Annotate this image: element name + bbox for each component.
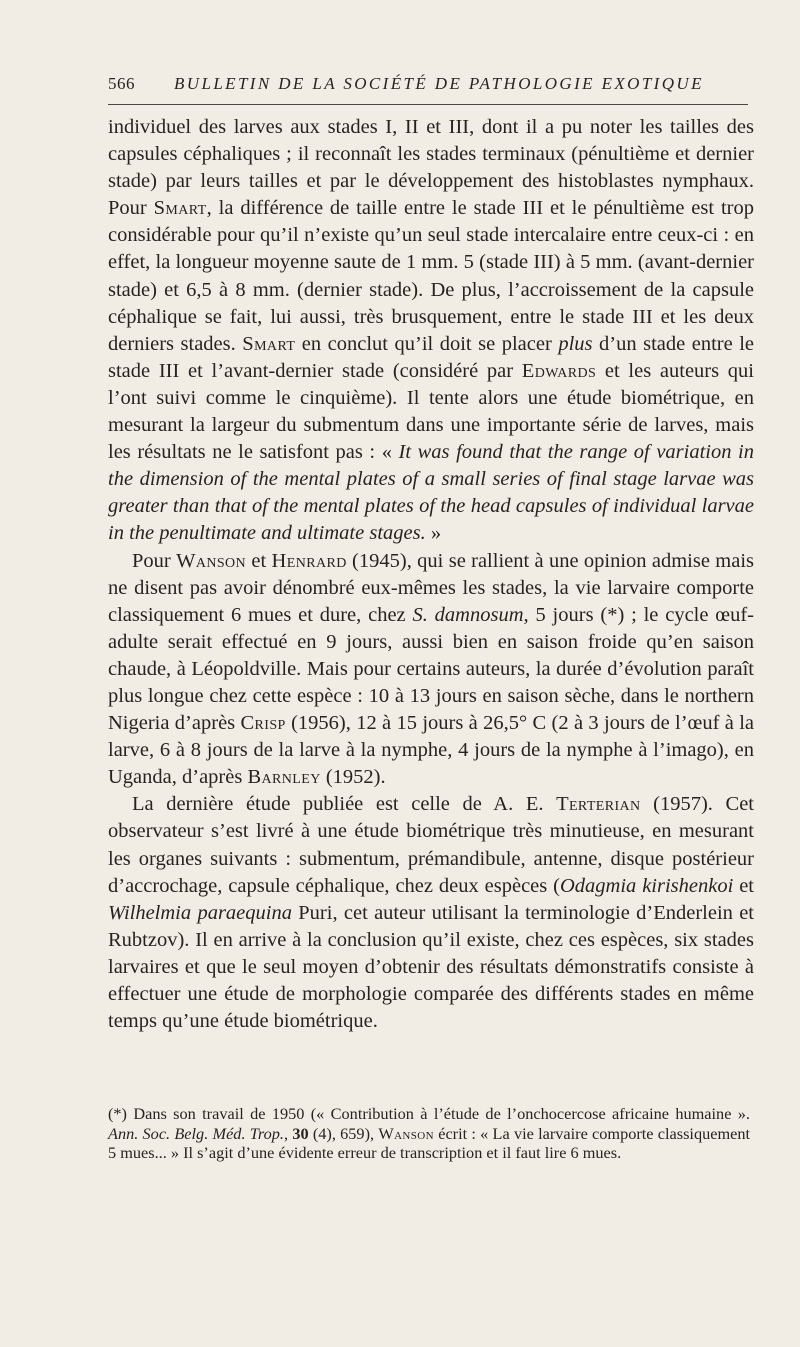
species-damnosum: S. damnosum, [412,603,529,626]
author-edwards: Edwards [521,359,597,382]
running-head [108,74,748,98]
p1-text-6: » [425,522,442,545]
p2-text-4: 5 jours (*) ; le cycle œuf-adulte serait effectué en 9 jours, aussi bien en saison froide qu’en saison chaude, à Léopoldville. Mais pour certains auteurs, la durée d’évolution paraît plus longue chez cette espèce : 10 à 13 jours en saison sèche, dans le northern Nigeria d’après [108,603,754,735]
p2-text-5: (1956), 12 à 15 jours à 26,5° C (2 à 3 jours de l’œuf à la larve, 6 à 8 jours de la larve à la nymphe, 4 jours de la nymphe à l’imago), en Uganda, d’après [108,712,754,789]
p3-text-2: (1957). Cet observateur s’est livré à une étude biométrique très minutieuse, en mesurant les organes suivants : submentum, prémandibule, antenne, disque postérieur d’accrochage, capsule céphalique, chez deux espèces ( [108,793,754,897]
p1-text-3: en conclut qu’il doit se placer [295,332,559,355]
footnote-text-3: (4), 659), [308,1123,379,1143]
p2-text-6: (1952). [320,766,386,789]
p1-text-2: , la différence de taille entre le stade III et le pénultième est trop considérable pour qu’il n’existe qu’un seul stade intercalaire entre ceux-ci : en effet, la longueur moyenne saute de 1 mm. 5 (stade III) à 5 mm. (avant-dernier stade) et 6,5 à 8 mm. (dernier stade). De plus, l’accroissement de la capsule céphalique se fait, lui aussi, très brusquement, entre le stade III et les deux derniers stades. [108,197,754,355]
author-crisp: Crisp [240,712,286,735]
author-wanson: Wanson [378,1123,434,1143]
p1-text-5: et les auteurs qui l’ont suivi comme le cinquième). Il tente alors une étude biométrique, en mesurant la largeur du submentum dans une importante série de larves, mais les résultats ne le satisfont pas : « [108,359,755,464]
p2-text-3: (1945), qui se rallient à une opinion admise mais ne disent pas avoir dénombré eux-mêmes les stades, la vie larvaire comporte classiquement 6 mues et dure, chez [108,549,755,626]
paragraph-2 [108,548,754,792]
footnote-text-1: (*) Dans son travail de 1950 (« Contribution à l’étude de l’onchocercose africaine humaine ». [108,1104,750,1123]
footnote-text-2: , [284,1123,293,1143]
journal-title: BULLETIN DE LA SOCIÉTÉ DE PATHOLOGIE EXOTIQUE [174,74,704,93]
author-wanson: Wanson [176,549,247,572]
author-smart: Smart [153,197,207,220]
author-barnley: Barnley [247,766,321,789]
p2-text-1: Pour [132,549,177,572]
author-terterian: Terterian [556,793,641,816]
emphasis-plus: plus [558,332,593,355]
english-quotation: It was found that the range of variation in the dimension of the mental plates of a small series of final stage larvae was greater than that of the mental plates of the head capsules of individual larvae in the penultimate and ultimate stages. [108,441,754,545]
paragraph-3 [108,791,754,1035]
p3-text-3: et [733,874,754,897]
footnote-journal: Ann. Soc. Belg. Méd. Trop. [108,1123,284,1143]
species-odagmia: Odagmia kirishenkoi [560,874,734,897]
paragraph-1 [108,114,754,548]
author-henrard: Henrard [271,549,347,572]
page-number: 566 [108,74,135,93]
header-rule [108,104,748,105]
footnote [108,1104,750,1163]
p3-text-1: La dernière étude publiée est celle de A. E. [132,793,557,816]
p3-text-4: Puri, cet auteur utilisant la terminologie d’Enderlein et Rubtzov). Il en arrive à la conclusion qu’il existe, chez ces espèces, six stades larvaires et que le seul moyen d’obtenir des résultats démonstratifs consiste à effectuer une étude de morphologie comparée des différents stades en même temps qu’une étude biométrique. [108,901,754,1033]
footnote-volume: 30 [292,1123,309,1143]
p1-text-1: individuel des larves aux stades I, II et III, dont il a pu noter les tailles des capsules céphaliques ; il reconnaît les stades terminaux (pénultième et dernier stade) par leurs tailles et par le développement des histoblastes nymphaux. Pour [108,116,754,220]
author-smart: Smart [242,332,296,355]
p1-text-4: d’un stade entre le stade III et l’avant-dernier stade (considéré par [108,332,755,382]
body-text [108,114,754,1035]
species-wilhelmia: Wilhelmia paraequina [108,901,292,924]
footnote-text-4: écrit : « La vie larvaire comporte classiquement 5 mues... » Il s’agit d’une évidente erreur de transcription et il faut lire 6 mues. [108,1123,751,1163]
p2-text-2: et [246,549,272,572]
